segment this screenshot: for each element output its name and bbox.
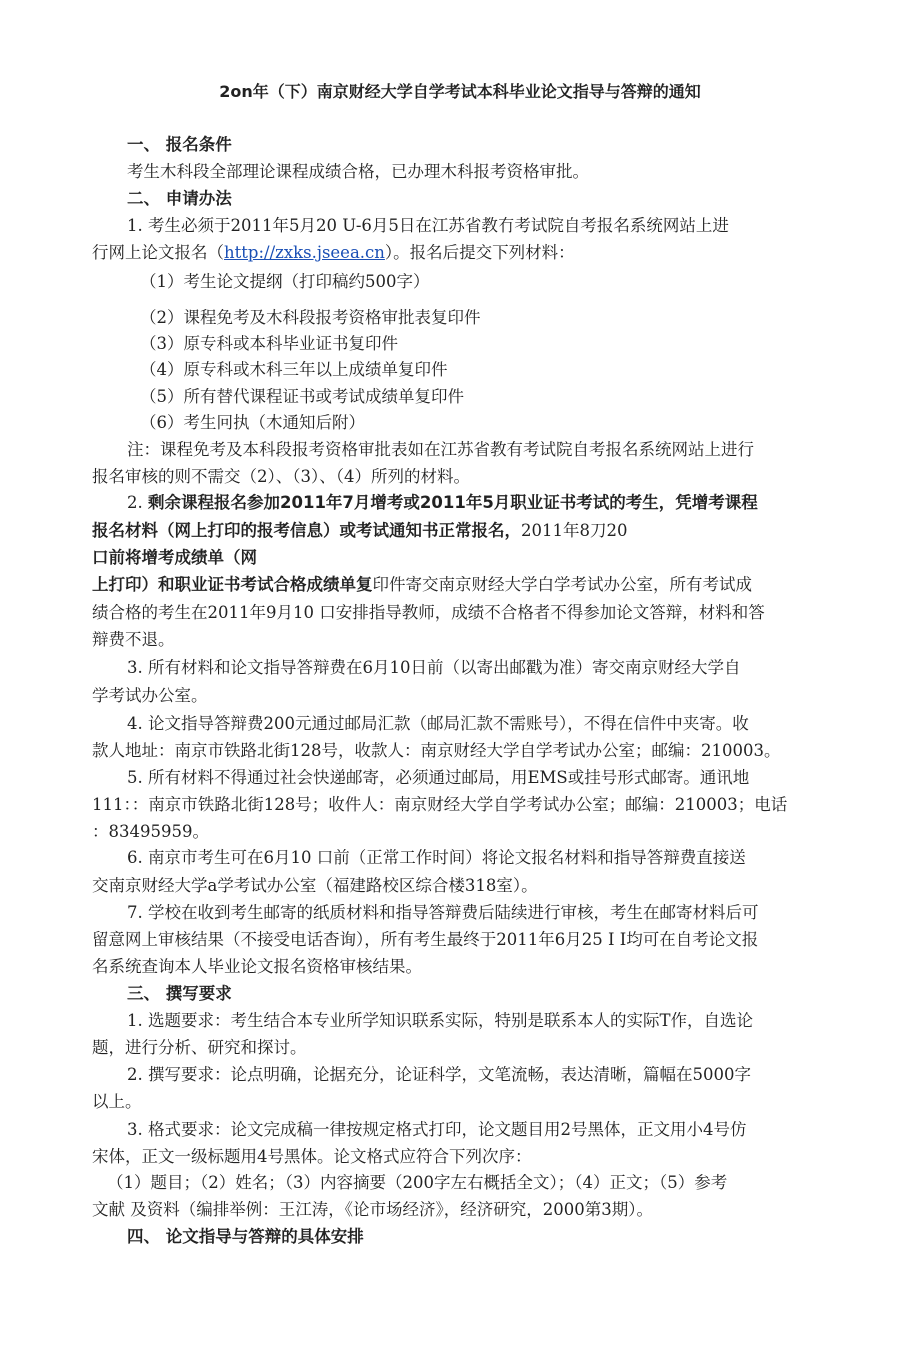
paragraph-line: 学考试办公室。 — [92, 686, 208, 705]
paragraph-line: 7. 学校在收到考生邮寄的纸质材料和指导答辩费后陆续进行审核，考生在邮寄材料后可 — [127, 903, 759, 922]
paragraph-line: 1. 考生必须于2011年5月20 U-6月5日在江苏省教冇考试院自考报名系统网站上进 — [127, 216, 729, 235]
paragraph-line: 口前将增考成绩单（网 — [92, 548, 257, 567]
paragraph-line: 3. 所有材料和论文指导答辩费在6月10日前（以寄出邮戳为准）寄交南京财经大学自 — [127, 658, 741, 677]
list-item: （4）原专科或木科三年以上成绩单复印件 — [140, 360, 448, 379]
text: 2. — [127, 493, 148, 512]
paragraph-line: 3. 格式要求：论文完成稿一律按规定格式打印，论文题目用2号黑体，正文用小4号仿 — [127, 1120, 747, 1139]
text: ）。报名后提交下列材料： — [384, 243, 575, 262]
paragraph-line: ：83495959。 — [92, 822, 209, 841]
paragraph-line: 款人地址：南京市铁路北街128号，收款人：南京财经大学自学考试办公室；邮编：210003。 — [92, 741, 781, 760]
text: 2011年8刀20 — [521, 521, 628, 540]
section-heading-2: 二、 申请办法 — [127, 189, 232, 208]
paragraph-line — [92, 574, 752, 596]
paragraph-line: 交南京财经大学a学考试办公室（福建路校区综合楼318室）。 — [92, 876, 538, 895]
paragraph-line: 文献 及资料（编排举例：王江涛，《论市场经济》，经济研究，2000第3期）。 — [92, 1200, 653, 1219]
paragraph-line: 111：：南京市铁路北街128号；收件人：南京财经大学自学考试办公室；邮编：210003；电话 — [92, 795, 788, 814]
paragraph-line: 绩合格的考生在2011年9月10 口安排指导教师，成绩不合格者不得参加论文答辩，材料和答 — [92, 603, 765, 622]
paragraph-line: 5. 所有材料不得通过社会快递邮寄，必须通过邮局，用EMS或挂号形式邮寄。通讯地 — [127, 768, 750, 787]
bold-text: 上打印）和职业证书考试合格成绩单复 — [92, 575, 373, 594]
text: 印件寄交南京财经大学白学考试办公室，所有考试成 — [372, 575, 752, 594]
paragraph-line: （1）题目；（2）姓名；（3）内容摘要（200字左右概括全文）；（4）正文；（5）参考 — [107, 1173, 728, 1192]
paragraph-line: 题，进行分析、研究和探讨。 — [92, 1038, 307, 1057]
section-heading-4: 四、 论文指导与答辩的具体安排 — [127, 1227, 364, 1246]
note-line: 报名审核的则不需交（2）、（3）、（4）所列的材料。 — [92, 467, 470, 486]
note-line: 注：课程免考及本科段报考资格审批表如在江苏省教有考试院自考报名系统网站上进行 — [127, 440, 754, 459]
paragraph-line: 4. 论文指导答辩费200元通过邮局汇款（邮局汇款不需账号），不得在信件中夹寄。收 — [127, 714, 749, 733]
paragraph-line — [92, 520, 628, 542]
paragraph-line: 6. 南京市考生可在6月10 口前（正常工作时间）将论文报名材料和指导答辩费直接送 — [127, 848, 746, 867]
list-item: （6）考生冋执（木通知后附） — [140, 413, 365, 432]
bold-text: 剩余课程报名参加2011年7月增考或2011年5月职业证书考试的考生，凭增考课程 — [148, 493, 758, 512]
list-item: （5）所有替代课程证书或考试成绩单复印件 — [140, 387, 464, 406]
paragraph-line: 以上。 — [92, 1092, 142, 1111]
paragraph-line: 名系统查询本人毕业论文报名资格审核结果。 — [92, 957, 422, 976]
section-heading-1: 一、 报名条件 — [127, 135, 232, 154]
paragraph-line: 1. 选题要求：考生结合本专业所学知识联系实际，特别是联系本人的实际T作，自选论 — [127, 1011, 753, 1030]
paragraph-line — [92, 242, 575, 264]
list-item: （2）课程免考及木科段报考资格审批表复印件 — [140, 308, 481, 327]
paragraph-line: 留意网上审核结果（不接受电话杳询），所有考生最终于2011年6月25 I I均可在自考论文报 — [92, 930, 759, 949]
list-item: （3）原专科或本科毕业证书复印件 — [140, 334, 398, 353]
paragraph-line: 2. 撰写要求：论点明确，论据充分，论证科学，文笔流畅，表达清晰，篇幅在5000字 — [127, 1065, 751, 1084]
paragraph-line: 宋体，正文一级标题用4号黑体。论文格式应符合下列次序： — [92, 1147, 532, 1166]
text: 行网上论文报名（ — [92, 243, 224, 262]
document-title: 2on年（下）南京财经大学自学考试本科毕业论文指导与答辩的通知 — [219, 82, 701, 101]
section-heading-3: 三、 撰写要求 — [127, 984, 232, 1003]
registration-link[interactable]: http://zxks.jseea.cn — [224, 243, 385, 262]
paragraph-line — [127, 492, 758, 514]
bold-text: 报名材料（网上打印的报考信息）或考试通知书正常报名， — [92, 521, 521, 540]
list-item: （1）考生论文提纲（打印稿约500字） — [140, 272, 430, 291]
paragraph-line: 考生木科段全部理论课程成绩合格，已办理木科报考资格审批。 — [127, 162, 589, 181]
paragraph-line: 辩费不退。 — [92, 630, 175, 649]
